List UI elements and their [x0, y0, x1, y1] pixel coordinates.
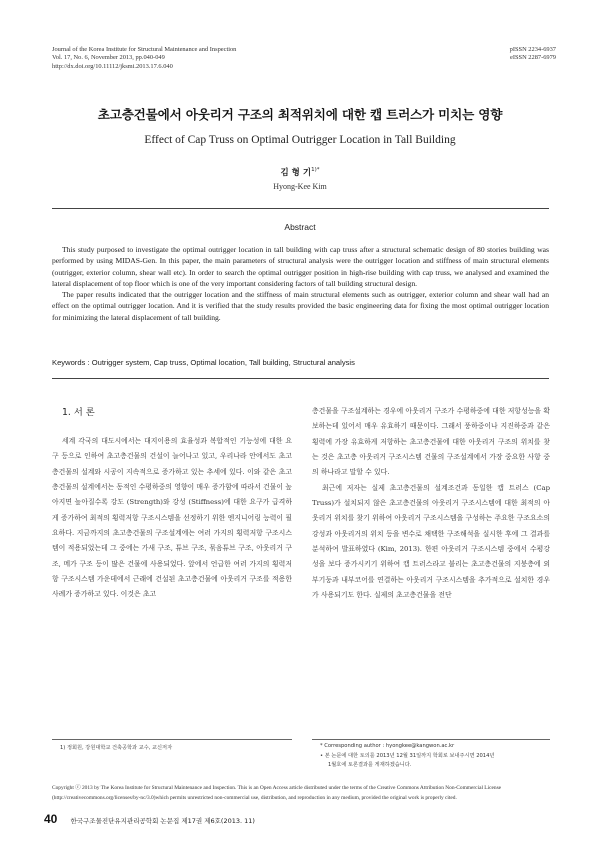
intro-paragraph-1-cont: 층건물을 구조설계하는 경우에 아웃리거 구조가 수평하중에 대한 저항성능을 확보하는데 있어서 매우 유효하기 때문이다. 그래서 풍하중이나 지진하중과 같은 횡력에 가장 유효하게 저항하는 초고층건물에 대한 아웃리거 구조의 위치를 찾는 것은 초고층 아웃리거 구조시스템 건물의 구조설계에서 가장 중요한 사항 중의 하나라고 말할 수 있다. [312, 407, 550, 477]
title-korean: 초고층건물에서 아웃리거 구조의 최적위치에 대한 캡 트러스가 미치는 영향 [97, 107, 503, 122]
journal-name: Journal of the Korea Institute for Structural Maintenance and Inspection [52, 46, 237, 53]
footnote-rule-right [312, 739, 550, 740]
copyright-notice: Copyright ⓒ 2013 by The Korea Institute for Structural Maintenance and Inspection. This is an Open Access article distributed under the terms of the Creative Commons Attribution Non-Commercial License (http://creativecommons.org/licenses/by-nc/3.0)which permits unrestricted non-commercial use, distribution, and reproduction in any medium, provided the original work is properly cited. [52, 785, 502, 801]
corresponding-author: * Corresponding author : hyongkee@kangwon.ac.kr [320, 743, 455, 749]
body-column-right [312, 404, 550, 603]
eissn: eISSN 2287-6979 [510, 54, 556, 62]
keywords-line [52, 358, 549, 367]
pissn: pISSN 2234-6937 [509, 46, 556, 53]
keywords-list: Outrigger system, Cap truss, Optimal location, Tall building, Structural analysis [91, 358, 355, 367]
author-korean [0, 166, 600, 178]
discussion-note-1: • 본 논문에 대한 토의를 2013년 12월 31일까지 학회로 보내주시면 2014년 [320, 752, 495, 759]
page-footer [44, 808, 255, 827]
journal-header [52, 46, 352, 71]
abstract-heading: Abstract [284, 222, 316, 232]
intro-paragraph-1: 세계 각국의 대도시에서는 대지이용의 효율성과 복합적인 기능성에 대한 요구 등으로 인하여 초고층건물의 건설이 늘어나고 있고, 우리나라 안에서도 초고층건물의 설계와 시공이 지속적으로 증가하고 있는 추세에 있다. 이와 같은 초고층건물의 설계에서는 동적인 수평하중의 영향이 매우 증가함에 따라서 건물이 높아지면 높아질수록 강도 (Strength)와 강성 (Stiffness)에 대한 요구가 급격하게 증가하여 최적의 횡력저항 구조시스템을 선정하기 위한 엔지니어링 능력이 필요하다. 지금까지의 초고층건물의 구조설계에는 여러 가지의 횡력저항 구조시스템이 적용되었는데 그 중에는 가새 구조, 튜브 구조, 묶음튜브 구조, 아웃리거 구조, 메가 구조 등이 많은 건물에 사용되었다. 앞에서 언급한 여러 가지의 횡력저항 구조시스템 가운데에서 근래에 건설된 초고층건물에 아웃리거 구조를 적용한 사례가 증가하고 있다. 이것은 초고 [52, 437, 292, 599]
author-affiliation-mark: 1)* [311, 167, 320, 174]
abstract-paragraph-1: This study purposed to investigate the optimal outrigger location in tall building with cap truss after a structural schematic design of 80 stories building was performed by using MIDAS-Gen. In this paper, the main parameters of structural analysis were the outrigger location and stiffness of main structural elements (outrigger, exterior column, shear wall etc). In order to search the optimal outrigger position in high-rise building with cap truss, we analysed and examined the lateral displacement of top floor which is one of the very important considering factors of tall building structural design. [52, 245, 549, 288]
body-column-left [52, 434, 292, 603]
section-title-introduction: 1. 서 론 [62, 407, 95, 418]
abstract-top-rule [52, 208, 549, 209]
author-english: Hyong-Kee Kim [273, 182, 327, 191]
volume-info: Vol. 17, No. 6, November 2013, pp.040-049 [52, 54, 165, 62]
abstract-paragraph-2: The paper results indicated that the outrigger location and the stiffness of main structural elements such as outrigger, exterior column and shear wall had an effect on the optimal outrigger location. And it is verified that the study results provided the basic engineering data for fixing the most optimal outrigger location for minimizing the lateral displacement of tall building. [52, 290, 549, 322]
footnote-rule-left [52, 739, 292, 740]
page-number: 40 [44, 812, 58, 826]
intro-paragraph-2: 최근에 저자는 실제 초고층건물의 설계조건과 동일한 캡 트러스 (Cap Truss)가 설치되지 않은 초고층건물의 아웃리거 구조시스템에 대한 최적의 아웃리거 위치를 찾기 위하여 아웃리거 구조시스템을 구성하는 주요한 구조요소의 강성과 아웃리거의 위치 등을 변수로 채택한 구조해석을 실시한 후에 그 결과를 분석하여 발표하였다 (Kim, 2013). 한편 아웃리거 구조시스템 중에서 수평강성을 보다 증가시키기 위하여 캡 트러스라고 불리는 초고층건물의 지붕층에 외부기둥과 내부코어를 연결하는 아웃리거 구조시스템을 추가적으로 설치한 경우가 사용되기도 한다. 실제의 초고층건물을 전단 [312, 483, 550, 600]
footnote-affiliation: 1) 정회원, 강원대학교 건축공학과 교수, 교신저자 [60, 745, 173, 751]
footnote-corresponding [320, 742, 550, 771]
title-english: Effect of Cap Truss on Optimal Outrigger Location in Tall Building [144, 134, 456, 146]
journal-issue-footer: 한국구조물진단유지관리공학회 논문집 제17권 제6호(2013. 11) [70, 817, 255, 825]
issn-block [436, 46, 556, 63]
abstract-body [52, 244, 549, 323]
abstract-bottom-rule [52, 378, 549, 379]
keywords-label: Keywords : [52, 358, 90, 367]
doi-link[interactable]: http://dx.doi.org/10.11112/jksmi.2013.17.6.040 [52, 62, 173, 70]
discussion-note-2: 1월호에 토론결과를 게재하겠습니다. [328, 762, 412, 768]
author-name-ko: 김 형 기 [280, 168, 312, 178]
